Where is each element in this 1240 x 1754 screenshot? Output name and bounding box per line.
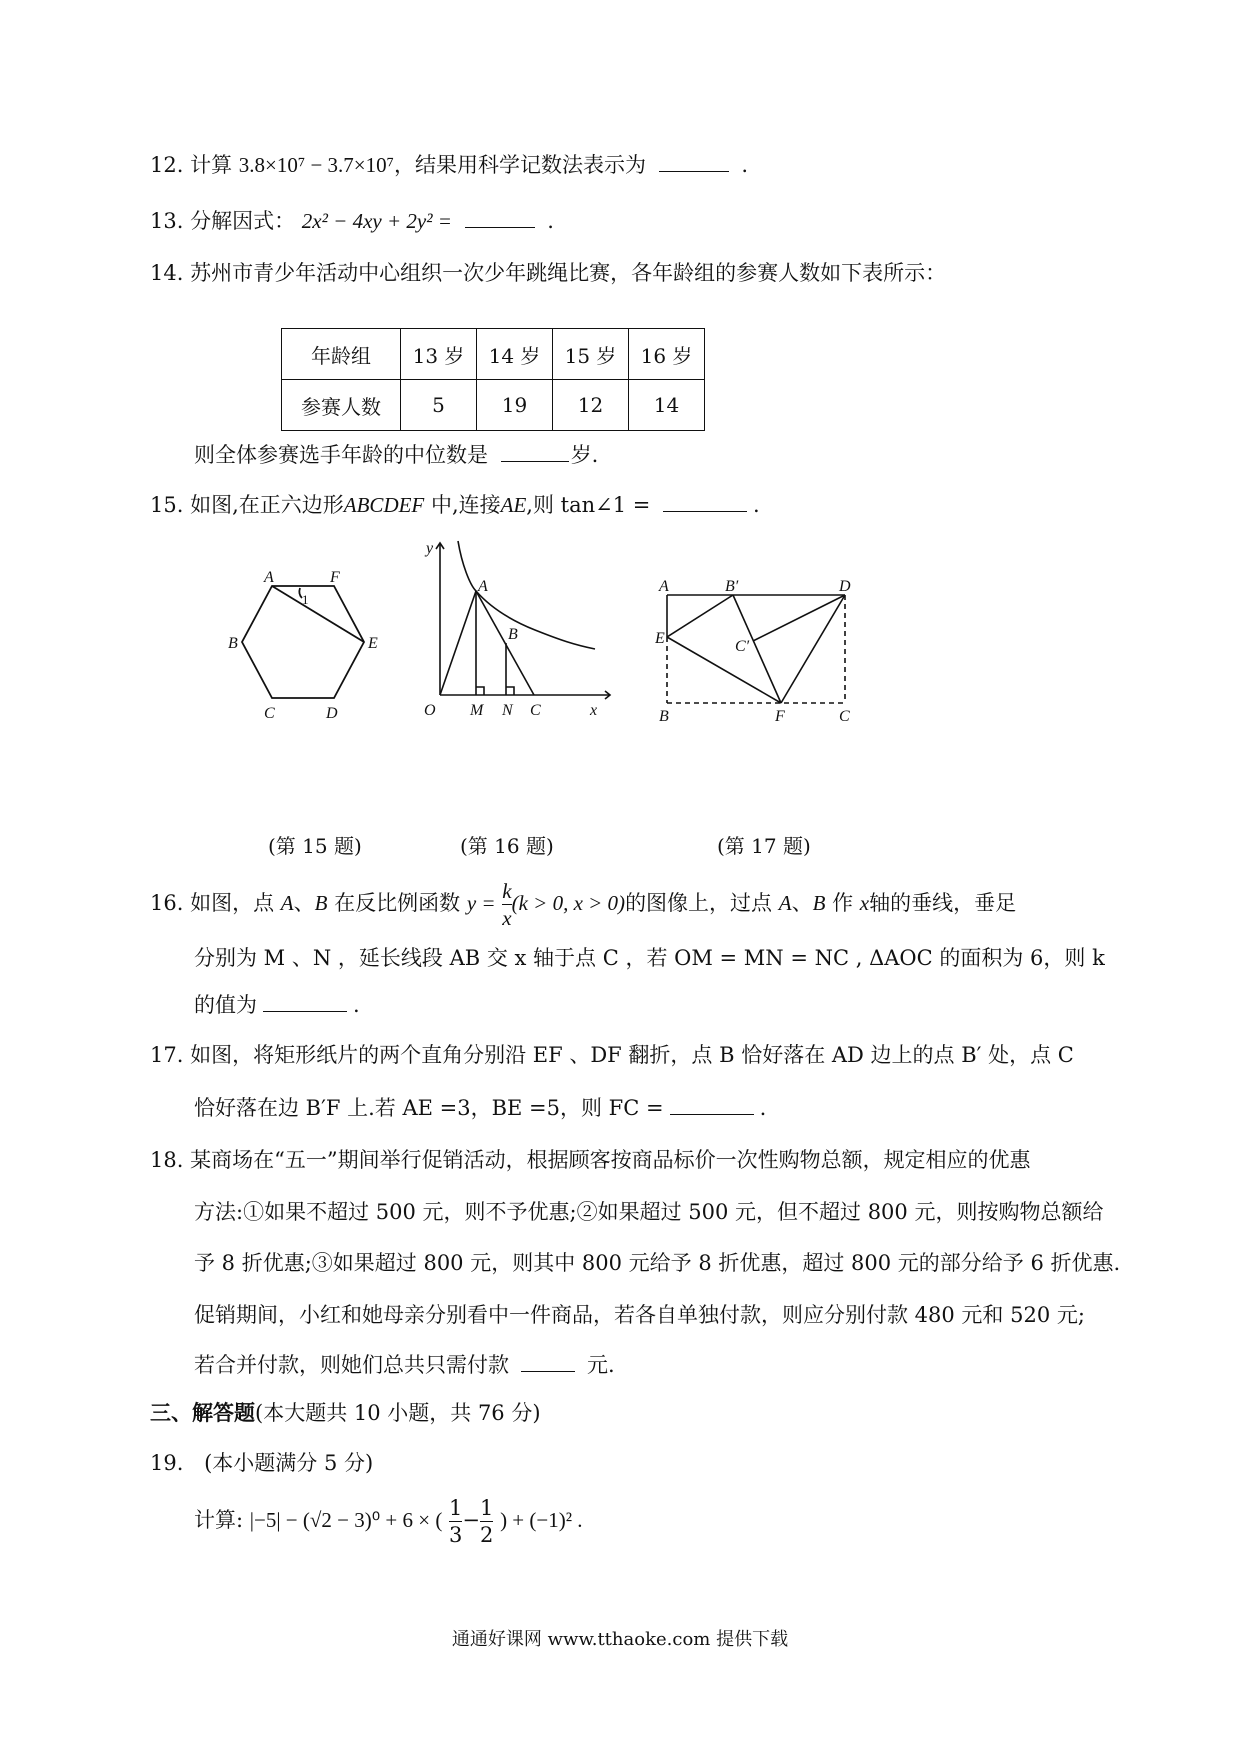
math-expression: 2x² − 4xy + 2y² = <box>301 209 452 233</box>
axis-x: x <box>859 891 870 915</box>
question-text: ,则 tan∠1 = <box>526 493 651 517</box>
calc-label: 计算: <box>194 1508 244 1532</box>
table-row <box>282 380 705 431</box>
right-angle-m <box>476 687 484 695</box>
answer-blank <box>521 1353 575 1372</box>
caption-figure-16: (第 16 题) <box>460 834 554 858</box>
label-b: B <box>659 708 669 725</box>
question-text: 中,连接 <box>430 493 501 517</box>
question-18-line-2: 方法:①如果不超过 500 元，则不予优惠;②如果超过 500 元，但不超过 800 元，则按购物总额给 <box>194 1200 1104 1224</box>
label-b: B <box>228 635 238 652</box>
function-lhs: y = <box>466 891 496 915</box>
label-d: D <box>839 578 851 595</box>
question-text: 则全体参赛选手年龄的中位数是 <box>194 443 488 467</box>
label-c-prime: C′ <box>735 638 750 655</box>
label-e: E <box>655 630 665 647</box>
fraction-numerator <box>502 878 511 905</box>
label-a: A <box>264 569 274 586</box>
question-14 <box>150 258 946 288</box>
label-n: N <box>502 702 513 719</box>
segment-name: AE <box>500 493 527 517</box>
question-16-line-1 <box>150 878 1016 931</box>
label-o: O <box>424 702 436 719</box>
question-text-tail: ，结果用科学记数法表示为 <box>393 153 646 177</box>
fraction-denominator: 2 <box>480 1523 494 1547</box>
question-18-line-1 <box>150 1145 1031 1175</box>
question-text: 在反比例函数 <box>334 891 461 915</box>
question-text: 如图，点 <box>190 891 275 915</box>
question-number: 12. <box>150 153 184 177</box>
point-a: A <box>778 891 792 915</box>
period: . <box>547 209 554 233</box>
question-17-line-2 <box>194 1093 766 1123</box>
label-d: D <box>326 705 338 722</box>
answer-blank <box>659 153 729 172</box>
unit-text: 岁. <box>570 443 599 467</box>
fraction-numerator: 1 <box>449 1496 463 1520</box>
table-row <box>282 329 705 380</box>
section-title: 三、解答题 <box>150 1400 255 1425</box>
hexagon-name: ABCDEF <box>343 493 425 517</box>
table-cell: 14 岁 <box>477 329 553 380</box>
fraction-denominator <box>502 905 511 931</box>
math-expression: 3.8×10⁷ − 3.7×10⁷ <box>238 153 394 177</box>
question-number: 17. <box>150 1043 184 1067</box>
caption-figure-15: (第 15 题) <box>268 834 362 858</box>
label-f: F <box>775 708 785 725</box>
answer-blank <box>465 209 535 228</box>
segment-ac <box>476 591 534 695</box>
label-c: C <box>264 705 275 722</box>
question-number: 13. <box>150 209 184 233</box>
fraction-one-half <box>480 1495 493 1548</box>
question-text: 分解因式： <box>190 209 296 233</box>
period: . <box>753 493 760 517</box>
table-cell: 19 <box>477 380 553 431</box>
question-16-line-3 <box>194 990 360 1020</box>
label-f: F <box>330 569 340 586</box>
question-text: 作 <box>832 891 854 915</box>
question-19-expression <box>194 1495 583 1548</box>
segment-eb-prime <box>667 595 733 637</box>
label-c: C <box>530 702 541 719</box>
expression-part-a: |−5| − (√2 − 3)⁰ + 6 × ( <box>249 1508 443 1532</box>
question-14-followup <box>194 440 598 470</box>
question-text: 恰好落在边 B′F 上.若 AE =3，BE =5，则 FC = <box>194 1096 664 1120</box>
question-text: 苏州市青少年活动中心组织一次少年跳绳比赛，各年龄组的参赛人数如下表所示： <box>190 261 947 285</box>
question-17-line-1 <box>150 1040 1074 1070</box>
expression-part-b: ) + (−1)² . <box>500 1508 583 1532</box>
question-text: 如图,在正六边形 <box>190 493 344 517</box>
figure-16-graph <box>410 535 620 725</box>
segment-ae <box>272 586 364 642</box>
question-text: 若合并付款，则她们总共只需付款 <box>194 1353 509 1377</box>
function-fraction <box>502 878 511 931</box>
label-angle-1: 1 <box>302 592 309 607</box>
point-b: B <box>812 891 826 915</box>
question-number: 18. <box>150 1148 184 1172</box>
page-footer: 通通好课网 www.tthaoke.com 提供下载 <box>451 1629 789 1650</box>
separator: 、 <box>791 891 813 915</box>
label-b-prime: B′ <box>725 578 739 595</box>
point-a: A <box>280 891 294 915</box>
fraction-one-third <box>449 1495 462 1548</box>
point-b: B <box>314 891 328 915</box>
question-13 <box>150 206 554 236</box>
question-number: 15. <box>150 493 184 517</box>
question-18-line-5 <box>194 1350 615 1380</box>
question-18-line-3: 予 8 折优惠;③如果超过 800 元，则其中 800 元给予 8 折优惠，超过 800 元的部分给予 6 折优惠. <box>194 1251 1121 1275</box>
table-cell: 14 <box>629 380 705 431</box>
answer-blank <box>263 993 347 1012</box>
minus-sign: − <box>462 1508 480 1532</box>
figure-15-hexagon <box>222 568 392 728</box>
answer-blank <box>663 493 747 512</box>
label-c: C <box>839 708 850 725</box>
question-19 <box>150 1448 373 1478</box>
answer-blank <box>670 1096 754 1115</box>
age-group-table <box>281 328 705 431</box>
question-text: 计算 <box>190 153 233 177</box>
question-number: 19. <box>150 1451 184 1475</box>
segment-oa <box>440 591 476 695</box>
question-number: 16. <box>150 891 184 915</box>
question-text: 某商场在“五一”期间举行促销活动，根据顾客按商品标价一次性购物总额，规定相应的优惠 <box>190 1148 1031 1172</box>
period: . <box>353 993 360 1017</box>
question-text: 轴的垂线，垂足 <box>869 891 1017 915</box>
score-note: (本小题满分 5 分) <box>204 1451 374 1475</box>
label-b: B <box>508 626 518 643</box>
answer-blank <box>501 443 569 462</box>
unit-text: 元. <box>587 1353 615 1377</box>
question-text: 的值为 <box>194 993 257 1017</box>
segment-ef <box>667 637 781 703</box>
fraction-numerator: 1 <box>480 1496 494 1520</box>
section-three-heading <box>150 1398 541 1428</box>
period: . <box>741 153 749 177</box>
label-y: y <box>426 540 434 557</box>
question-18-line-4: 促销期间，小红和她母亲分别看中一件商品，若各自单独付款，则应分别付款 480 元和 520 元; <box>194 1303 1085 1327</box>
question-number: 14. <box>150 261 184 285</box>
table-cell: 13 岁 <box>401 329 477 380</box>
separator: 、 <box>293 891 315 915</box>
denominator-x: x <box>502 906 512 930</box>
table-cell: 12 <box>553 380 629 431</box>
question-12 <box>150 150 748 180</box>
fraction-denominator: 3 <box>449 1523 463 1547</box>
figure-17-rectangle <box>655 575 865 725</box>
table-cell: 5 <box>401 380 477 431</box>
table-cell: 参赛人数 <box>282 380 401 431</box>
question-text: 的图像上，过点 <box>625 891 773 915</box>
period: . <box>759 1096 767 1120</box>
label-a: A <box>478 578 488 595</box>
numerator-k: k <box>502 879 512 903</box>
question-text: 如图，将矩形纸片的两个直角分别沿 EF 、DF 翻折，点 B 恰好落在 AD 边上的点 B′ 处，点 C <box>190 1043 1074 1067</box>
table-cell: 年龄组 <box>282 329 401 380</box>
caption-figure-17: (第 17 题) <box>717 834 811 858</box>
label-x: x <box>590 702 598 719</box>
label-e: E <box>368 635 378 652</box>
table-cell: 15 岁 <box>553 329 629 380</box>
question-16-line-2: 分别为 M 、N ，延长线段 AB 交 x 轴于点 C ，若 OM = MN = NC , ΔAOC 的面积为 6，则 k <box>194 946 1105 970</box>
question-15 <box>150 490 760 520</box>
table-cell: 16 岁 <box>629 329 705 380</box>
function-condition: (k > 0, x > 0) <box>511 891 626 915</box>
right-angle-n <box>506 687 514 695</box>
label-a: A <box>659 578 669 595</box>
label-m: M <box>470 702 484 719</box>
section-note: (本大题共 10 小题，共 76 分) <box>255 1401 541 1425</box>
